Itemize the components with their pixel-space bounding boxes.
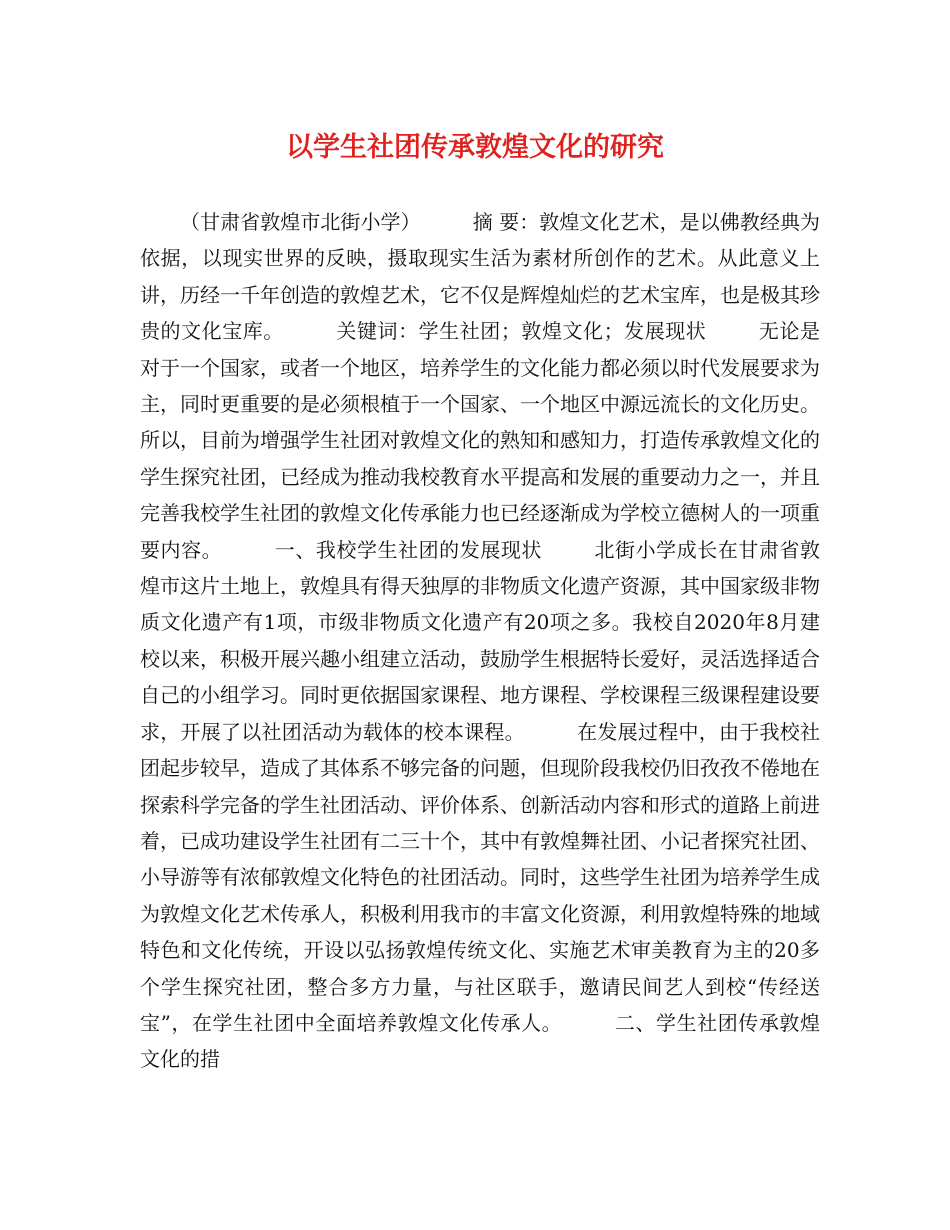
section-1-heading: 一、我校学生社团的发展现状 <box>274 537 542 562</box>
abstract: 摘 要：敦煌文化艺术，是以佛教经典为依据，以现实世界的反映，摄取现实生活为素材所创作的艺术。从此意义上讲，历经一千年创造的敦煌艺术，它不仅是辉煌灿烂的艺术宝库，也是极其珍贵的文化宝库。 <box>140 210 820 344</box>
section-1-paragraph-2: 在发展过程中，由于我校社团起步较早，造成了其体系不够完备的问题，但现阶段我校仍旧孜孜不倦地在探索科学完备的学生社团活动、评价体系、创新活动内容和形式的道路上前进着，已成功建设学生社团有二三十个，其中有敦煌舞社团、小记者探究社团、小导游等有浓郁敦煌文化特色的社团活动。同时，这些学生社团为培养学生成为敦煌文化艺术传承人，积极利用我市的丰富文化资源，利用敦煌特殊的地域特色和文化传统，开设以弘扬敦煌传统文化、实施艺术审美教育为主的20多个学生探究社团，整合多方力量，与社区联手，邀请民间艺人到校“传经送宝”，在学生社团中全面培养敦煌文化传承人。 <box>140 719 821 1035</box>
section-1-paragraph-1: 北街小学成长在甘肃省敦煌市这片土地上，敦煌具有得天独厚的非物质文化遗产资源，其中国家级非物质文化遗产有1项，市级非物质文化遗产有20项之多。我校自2020年8月建校以来，积极开展兴趣小组建立活动，鼓励学生根据特长爱好，灵活选择适合自己的小组学习。同时更依据国家课程、地方课程、学校课程三级课程建设要求，开展了以社团活动为载体的校本课程。 <box>140 537 821 744</box>
section-2-heading: 二、学生社团传承敦煌文化的措 <box>140 1010 820 1072</box>
document-body <box>140 204 820 1078</box>
keywords: 关键词：学生社团；敦煌文化；发展现状 <box>335 319 707 344</box>
document-title: 以学生社团传承敦煌文化的研究 <box>286 132 664 163</box>
author-affiliation: （甘肃省敦煌市北街小学） <box>180 210 421 234</box>
intro-paragraph: 无论是对于一个国家，或者一个地区，培养学生的文化能力都必须以时代发展要求为主，同时更重要的是必须根植于一个国家、一个地区中源远流长的文化历史。所以，目前为增强学生社团对敦煌文化的熟知和感知力，打造传承敦煌文化的学生探究社团，已经成为推动我校教育水平提高和发展的重要动力之一，并且完善我校学生社团的敦煌文化传承能力也已经逐渐成为学校立德树人的一项重要内容。 <box>140 319 821 562</box>
